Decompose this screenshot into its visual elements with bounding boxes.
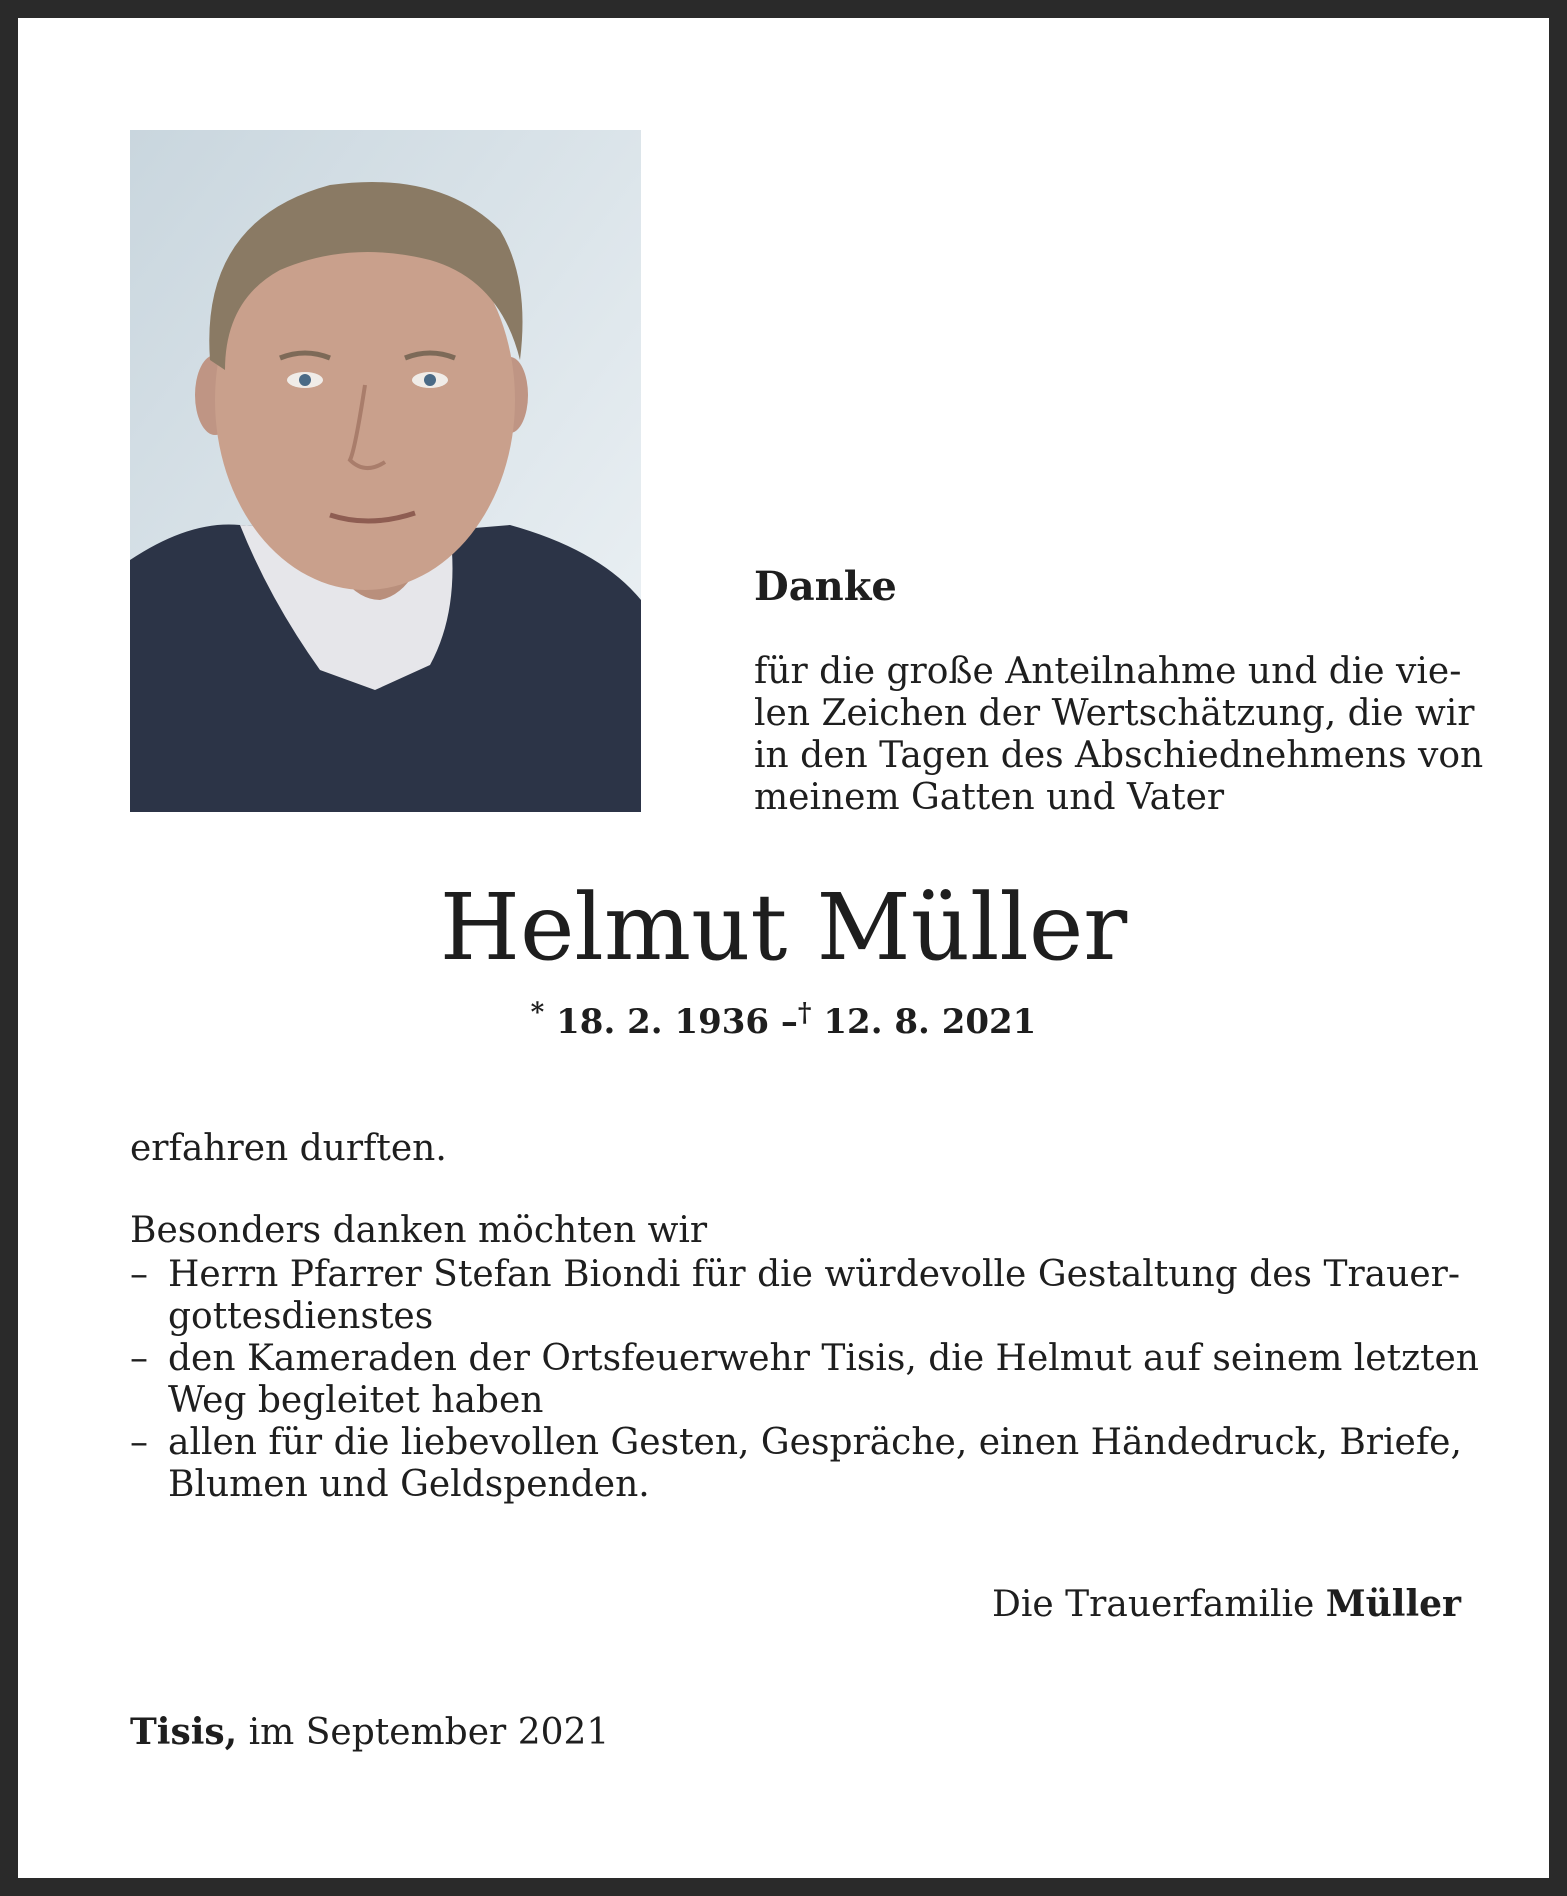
obituary-page <box>18 18 1549 1878</box>
thanks-line: in den Tagen des Abschiednehmens von <box>754 735 1484 776</box>
portrait-photo <box>130 130 641 812</box>
place: Tisis, <box>130 1711 238 1753</box>
bullet-dash: – <box>130 1422 148 1463</box>
list-item <box>130 1254 1460 1338</box>
thanks-line: für die große Anteilnahme und die vie- <box>754 651 1462 692</box>
bullet-dash: – <box>130 1254 148 1295</box>
special-thanks-list <box>130 1254 1479 1506</box>
bullet-dash: – <box>130 1338 148 1379</box>
date-separator: – <box>780 1002 798 1042</box>
special-thanks-intro: Besonders danken möchten wir <box>130 1210 708 1251</box>
thanks-continuation: erfahren durften. <box>130 1128 447 1169</box>
thanks-line: meinem Gatten und Vater <box>754 777 1225 818</box>
thanks-heading: Danke <box>754 563 897 610</box>
date: im September 2021 <box>248 1712 610 1753</box>
list-item <box>130 1338 1479 1422</box>
list-item-line: Herrn Pfarrer Stefan Biondi für die würdevolle Gestaltung des Trauer- <box>168 1254 1460 1295</box>
list-item-line: allen für die liebevollen Gesten, Gespräche, einen Händedruck, Briefe, <box>168 1422 1462 1463</box>
thanks-line: len Zeichen der Wertschätzung, die wir <box>754 693 1475 734</box>
family-name: Müller <box>1325 1583 1461 1625</box>
deceased-name: Helmut Müller <box>439 874 1128 981</box>
list-item-line: den Kameraden der Ortsfeuerwehr Tisis, die Helmut auf seinem letzten <box>168 1338 1479 1379</box>
birth-symbol: * <box>530 998 545 1028</box>
signature-prefix: Die Trauerfamilie <box>992 1584 1315 1625</box>
birth-date: 18. 2. 1936 <box>556 1002 770 1042</box>
place-and-date <box>130 1711 609 1754</box>
list-item-line: Blumen und Geldspenden. <box>168 1464 650 1505</box>
list-item-line: gottesdienstes <box>168 1296 434 1337</box>
list-item <box>130 1422 1460 1506</box>
list-item-line: Weg begleitet haben <box>168 1380 544 1421</box>
life-dates <box>18 993 1549 1042</box>
death-symbol: † <box>797 998 812 1028</box>
thanks-paragraph <box>754 651 1484 819</box>
portrait-illustration <box>130 130 641 812</box>
death-date: 12. 8. 2021 <box>823 1002 1037 1042</box>
family-signature <box>992 1583 1461 1626</box>
